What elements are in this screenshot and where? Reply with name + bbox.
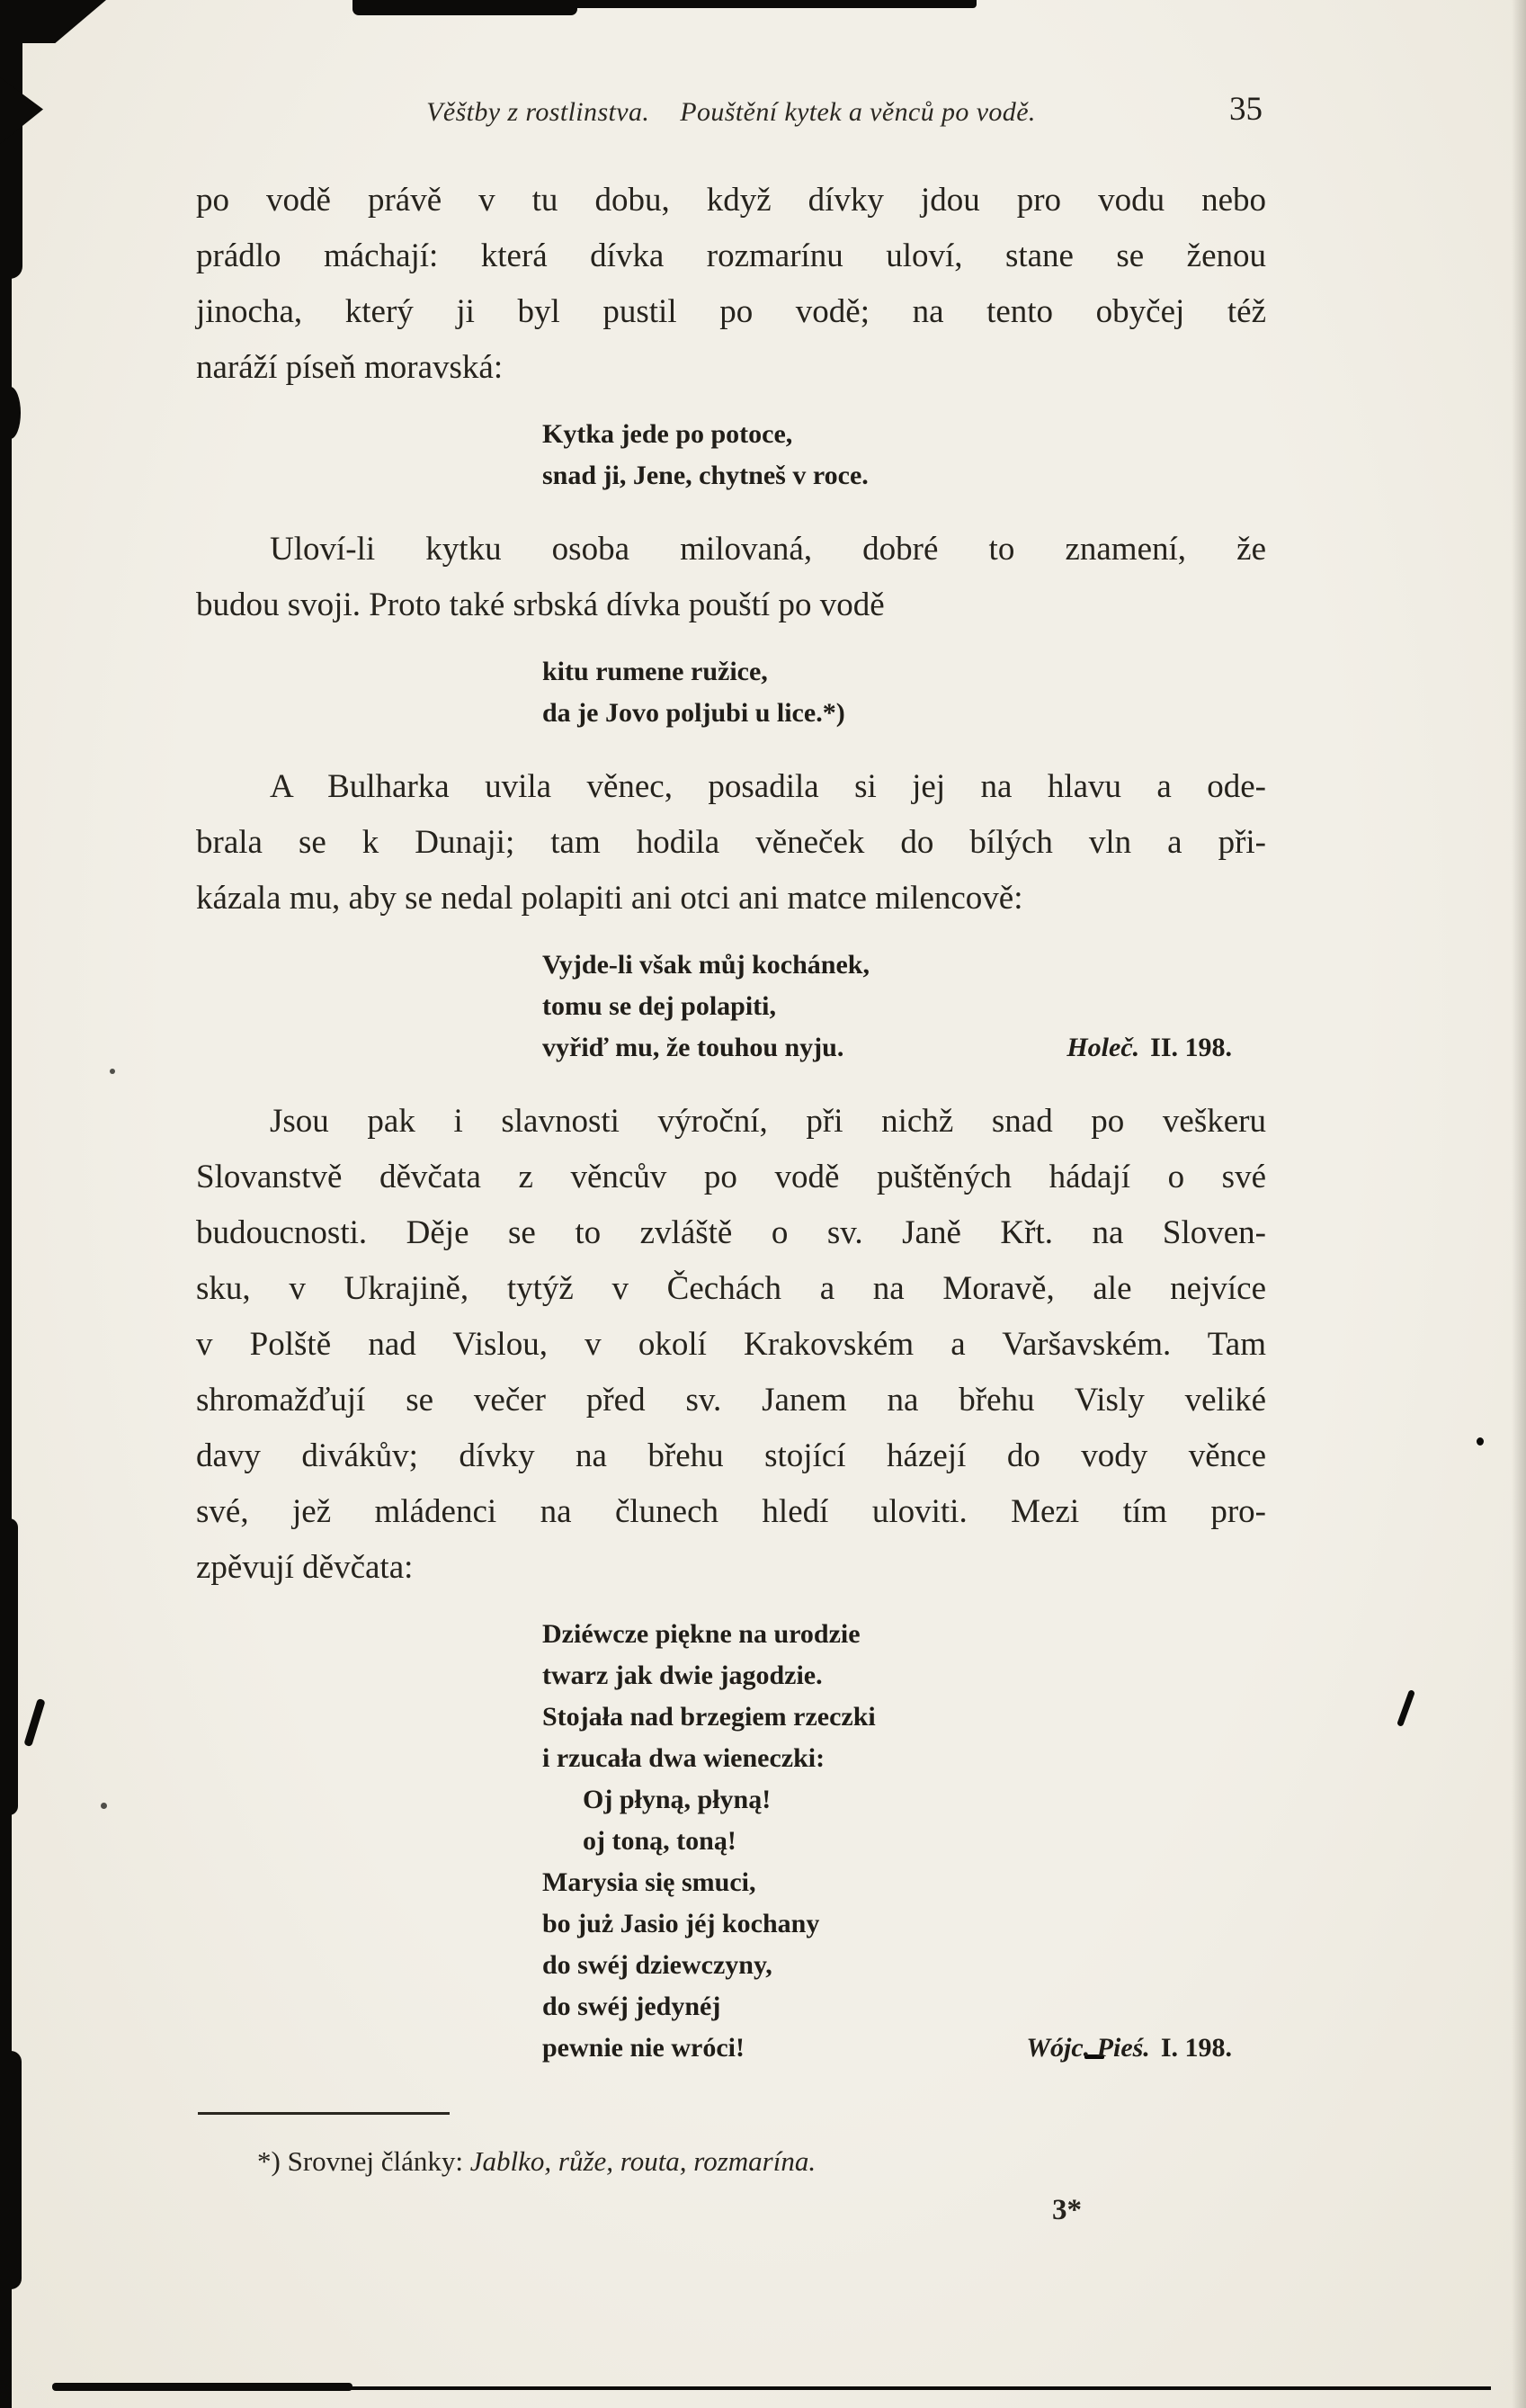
text-line: tomu se dej polapiti, [542,991,777,1021]
header-book-title: Věštby z rostlinstva. [426,97,650,127]
text-line: Vyjde-li však můj kochánek, [542,950,870,980]
scan-artifact-ink-dot [101,1803,107,1809]
text-line: po vodě právě v tu dobu, když dívky jdou pro vodu nebo [196,182,1266,219]
paragraph [196,173,1266,396]
text-column [196,90,1266,2227]
text-line: budou svoji. Proto také srbská dívka pouští po vodě [196,586,885,623]
scan-artifact-bottom-rule [52,2383,352,2391]
source-citation [1026,2028,1232,2069]
paragraph [196,522,1266,633]
verse-line: vyřiď mu, že touhou nyju. [542,1033,844,1062]
scan-artifact-left-blob [0,1518,18,1815]
citation-source: Holeč. [1066,1033,1140,1062]
text-line: Stojała nad brzegiem rzeczki [542,1702,876,1732]
text-line: shromažďují se večer před sv. Janem na břehu Visly veliké [196,1382,1266,1419]
scan-artifact-ink-mark [1397,1689,1415,1727]
verse-line: pewnie nie wróci! [542,2033,745,2063]
text-line: oj toną, toną! [542,1826,736,1856]
text-line: kázala mu, aby se nedal polapiti ani otci ani matce milencově: [196,880,1023,917]
signature-mark: 3* [1052,2194,1082,2226]
text-line: brala se k Dunaji; tam hodila věneček do bílých vln a při- [196,824,1266,861]
source-citation [1066,1027,1232,1069]
text-line: naráží píseň moravská: [196,349,504,386]
verse-polish-song [542,1614,1266,2069]
footnote-text: *) Srovnej články: [257,2145,470,2177]
text-line: Uloví-li kytku osoba milovaná, dobré to znamení, že [270,531,1266,568]
scan-artifact-ink-dot [110,1069,115,1074]
text-line: snad ji, Jene, chytneš v roce. [542,461,869,490]
scan-artifact-left-blob [0,2051,22,2289]
scan-artifact-top-edge [570,0,977,8]
text-line: Jsou pak i slavnosti výroční, při nichž snad po veškeru [270,1103,1266,1140]
page-number: 35 [1229,91,1263,128]
footnote-article-list: Jablko, růže, routa, rozmarína. [469,2145,817,2177]
verse-last-row [542,2028,1266,2069]
text-line: i rzucała dwa wieneczki: [542,1743,825,1773]
text-line: twarz jak dwie jagodzie. [542,1661,823,1690]
text-line: Dziéwcze piękne na urodzie [542,1619,861,1649]
scan-artifact-right-shade [1512,0,1526,2408]
scan-artifact-ink-dot [1477,1437,1484,1446]
paragraph [196,1094,1266,1596]
verse-serbian-song [542,651,1266,734]
scan-artifact-ink-mark [23,1698,45,1747]
scan-artifact-top-left-corner [0,0,106,43]
verse-last-row [542,1027,1266,1069]
text-line: Slovanstvě děvčata z věncův po vodě puštěných hádají o své [196,1159,1266,1195]
text-line: davy divákův; dívky na břehu stojící házejí do vody věnce [196,1437,1266,1474]
text-line: da je Jovo poljubi u lice.*) [542,698,845,728]
text-line: kitu rumene ružice, [542,657,768,686]
text-line: jinocha, který ji byl pustil po vodě; na tento obyčej též [196,293,1266,330]
text-line: prádlo máchají: která dívka rozmarínu uloví, stane se ženou [196,237,1266,274]
text-line: zpěvují děvčata: [196,1549,414,1586]
scan-artifact-top-edge [352,0,577,15]
text-line: v Polště nad Vislou, v okolí Krakovském a Varšavském. Tam [196,1326,1266,1363]
running-header-title [196,90,1266,128]
text-line: do swéj dziewczyny, [542,1950,772,1980]
citation-source: Wójc. Pieś. [1026,2033,1150,2063]
text-line: Kytka jede po potoce, [542,419,793,449]
running-header [196,90,1266,133]
scan-artifact-left-blob [0,387,21,439]
verse-lines [542,944,1266,1027]
text-line: A Bulharka uvila věnec, posadila si jej na hlavu a ode- [270,768,1266,805]
text-line: Oj płyną, płyną! [542,1785,772,1814]
citation-reference: II. 198. [1150,1033,1232,1062]
header-chapter-title: Pouštění kytek a věnců po vodě. [680,97,1036,127]
verse-bulgarian-song [542,944,1266,1069]
text-line: bo już Jasio jéj kochany [542,1909,820,1938]
footnote [196,2142,1266,2181]
verse-lines [542,1614,1266,2028]
text-line: své, jež mládenci na člunech hledí uloviti. Mezi tím pro- [196,1493,1266,1530]
paragraph [196,759,1266,926]
text-line: do swéj jedynéj [542,1992,721,2021]
footnote-rule [198,2112,450,2115]
text-line: sku, v Ukrajině, tytýž v Čechách a na Moravě, ale nejvíce [196,1270,1266,1307]
citation-reference: I. 198. [1160,2033,1232,2063]
scan-artifact-left-edge [0,0,12,2408]
text-line: Marysia się smuci, [542,1867,756,1897]
text-line: budoucnosti. Děje se to zvláště o sv. Janě Křt. na Sloven- [196,1214,1266,1251]
verse-moravian-song [542,414,1266,497]
